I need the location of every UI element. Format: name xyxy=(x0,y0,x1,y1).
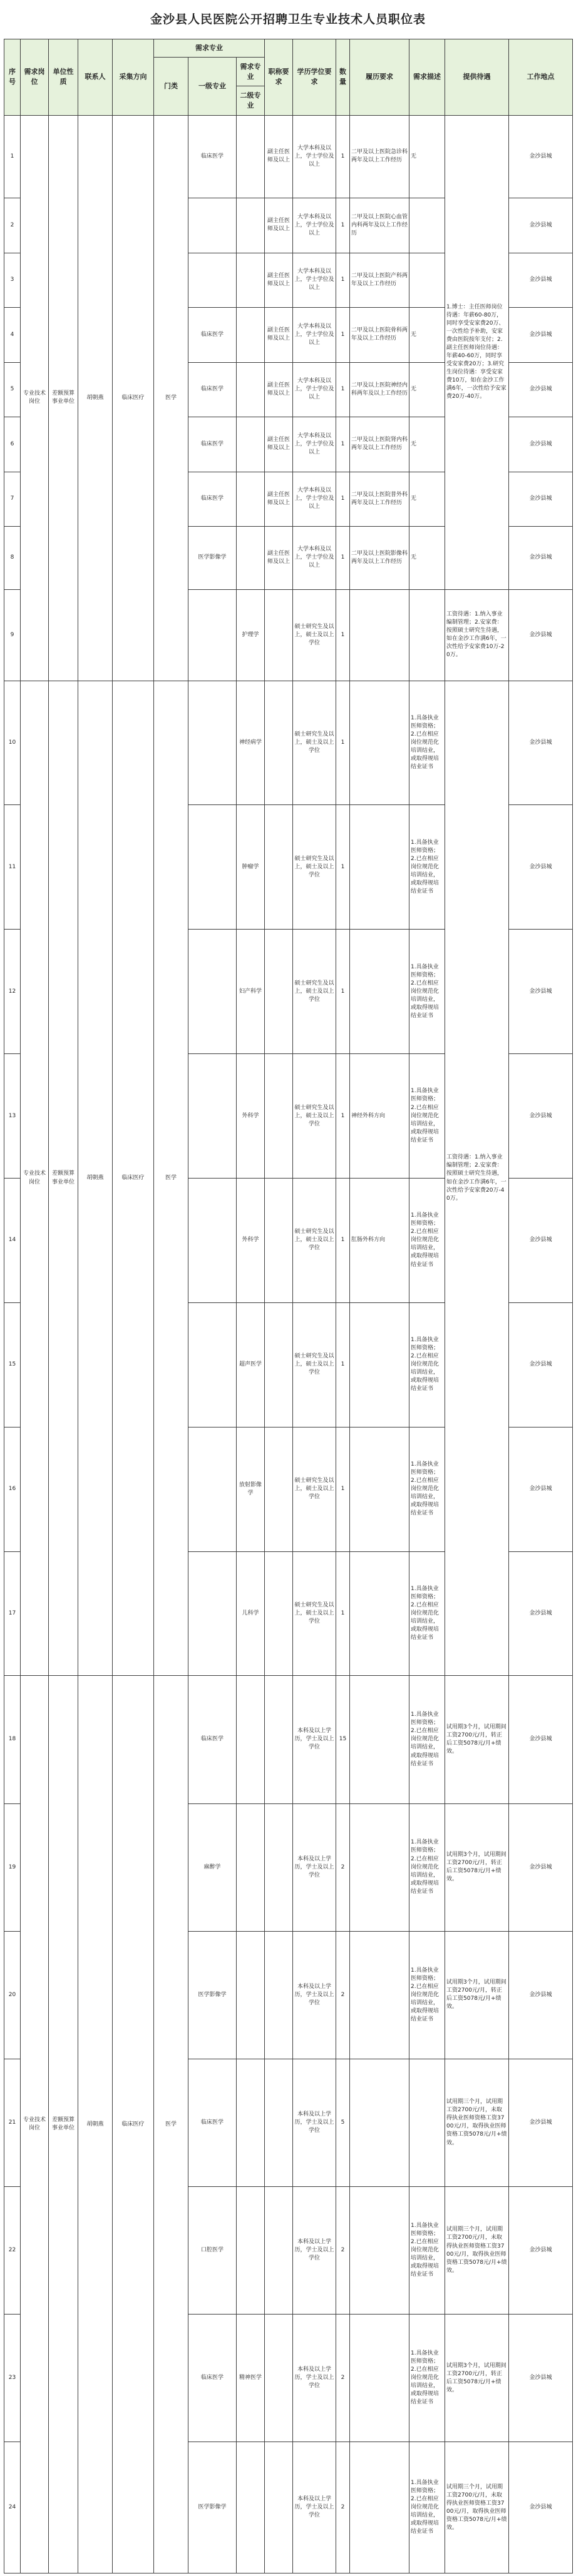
cell-count: 1 xyxy=(336,472,350,526)
cell-unit-nature: 差额预算事业单位 xyxy=(49,681,78,1676)
cell-resume xyxy=(350,1302,409,1427)
cell-contact: 胡朝燕 xyxy=(78,1676,113,2573)
cell-title-req xyxy=(265,2059,293,2186)
header-resume: 履历要求 xyxy=(350,39,409,116)
header-edu: 学历学位要求 xyxy=(293,39,336,116)
cell-place: 金沙县城 xyxy=(509,930,573,1054)
cell-second-major: 放射影像学 xyxy=(237,1427,265,1551)
cell-benefit: 试用期三个月，试用期工资2700元/月，未取得执业医师资格工资3700元/月，取得执业医师资格工资5078元/月+绩效。 xyxy=(445,2059,509,2186)
cell-resume xyxy=(350,930,409,1054)
cell-desc: 无 xyxy=(409,115,445,198)
cell-count: 1 xyxy=(336,362,350,417)
cell-resume xyxy=(350,805,409,930)
cell-seq: 12 xyxy=(4,930,21,1054)
cell-title-req: 副主任医师及以上 xyxy=(265,417,293,472)
cell-edu: 硕士研究生及以上，硕士及以上学位 xyxy=(293,1551,336,1676)
cell-edu: 大学本科及以上，学士学位及以上 xyxy=(293,253,336,307)
cell-title-req xyxy=(265,1931,293,2059)
cell-first-major xyxy=(188,681,237,805)
header-count: 数量 xyxy=(336,39,350,116)
cell-count: 1 xyxy=(336,930,350,1054)
header-demand-major-sub: 需求专业 xyxy=(237,58,265,86)
header-unit-nature: 单位性质 xyxy=(49,39,78,116)
cell-desc xyxy=(409,198,445,253)
cell-seq: 19 xyxy=(4,1803,21,1931)
cell-place: 金沙县城 xyxy=(509,527,573,590)
cell-resume xyxy=(350,2187,409,2315)
header-post: 需求岗位 xyxy=(21,39,49,116)
cell-second-major: 肿瘤学 xyxy=(237,805,265,930)
cell-second-major: 神经病学 xyxy=(237,681,265,805)
cell-edu: 大学本科及以上，学士学位及以上 xyxy=(293,472,336,526)
cell-seq: 22 xyxy=(4,2187,21,2315)
cell-seq: 2 xyxy=(4,198,21,253)
cell-resume xyxy=(350,589,409,681)
cell-count: 1 xyxy=(336,589,350,681)
cell-resume: 二甲及以上医院影像科两年及以上工作经历 xyxy=(350,527,409,590)
cell-place: 金沙县城 xyxy=(509,362,573,417)
cell-benefit: 工资待遇：1.纳入事业编制管理；2.安家费：按照硕士研究生待遇，如在金沙工作满6年，一次性给予安家费10万-20万。 xyxy=(445,589,509,681)
cell-post: 专业技术岗位 xyxy=(21,1676,49,2573)
cell-benefit: 试用期三个月，试用期工资2700元/月，未取得执业医师资格工资3700元/月，取得执业医师资格工资5078元/月+绩效。 xyxy=(445,2442,509,2573)
header-first: 一级专业 xyxy=(188,58,237,115)
header-seq: 序号 xyxy=(4,39,21,116)
header-row xyxy=(4,39,573,58)
cell-second-major xyxy=(237,308,265,362)
cell-first-major: 临床医学 xyxy=(188,308,237,362)
cell-first-major: 临床医学 xyxy=(188,362,237,417)
header-collect: 采集方向 xyxy=(113,39,154,116)
cell-place: 金沙县城 xyxy=(509,2442,573,2573)
cell-title-req xyxy=(265,1803,293,1931)
cell-second-major xyxy=(237,362,265,417)
cell-benefit: 试用期3个月，试用期间工资2700元/月，转正后工资5078元/月+绩效。 xyxy=(445,1803,509,1931)
cell-collect: 临床医疗 xyxy=(113,115,154,681)
cell-title-req: 副主任医师及以上 xyxy=(265,527,293,590)
cell-edu: 大学本科及以上，学士学位及以上 xyxy=(293,417,336,472)
cell-count: 1 xyxy=(336,115,350,198)
cell-second-major xyxy=(237,2059,265,2186)
cell-first-major xyxy=(188,930,237,1054)
cell-post: 专业技术岗位 xyxy=(21,115,49,681)
cell-contact: 胡朝燕 xyxy=(78,681,113,1676)
cell-place: 金沙县城 xyxy=(509,1551,573,1676)
cell-first-major: 医学影像学 xyxy=(188,1931,237,2059)
cell-second-major xyxy=(237,2187,265,2315)
cell-edu: 本科及以上学历，学士及以上学位 xyxy=(293,2059,336,2186)
cell-title-req: 副主任医师及以上 xyxy=(265,115,293,198)
cell-category: 医学 xyxy=(154,115,188,681)
cell-edu: 大学本科及以上，学士学位及以上 xyxy=(293,308,336,362)
cell-resume xyxy=(350,1676,409,1803)
cell-second-major xyxy=(237,1676,265,1803)
cell-edu: 大学本科及以上，学士学位及以上 xyxy=(293,362,336,417)
cell-resume: 神经外科方向 xyxy=(350,1054,409,1179)
header-benefit: 提供待遇 xyxy=(445,39,509,116)
cell-seq: 18 xyxy=(4,1676,21,1803)
cell-second-major xyxy=(237,253,265,307)
cell-seq: 11 xyxy=(4,805,21,930)
cell-category: 医学 xyxy=(154,681,188,1676)
cell-resume: 二甲及以上医院神经内科两年及以上工作经历 xyxy=(350,362,409,417)
cell-second-major xyxy=(237,2442,265,2573)
cell-desc: 无 xyxy=(409,417,445,472)
cell-desc: 1.具备执业医师资格；2.已在相应岗位规范化培训结业，或取得规培结业证书 xyxy=(409,1803,445,1931)
cell-edu: 硕士研究生及以上，硕士及以上学位 xyxy=(293,589,336,681)
cell-title-req xyxy=(265,1179,293,1303)
cell-resume xyxy=(350,1803,409,1931)
page-title: 金沙县人民医院公开招聘卫生专业技术人员职位表 xyxy=(150,13,426,26)
cell-place: 金沙县城 xyxy=(509,308,573,362)
cell-edu: 硕士研究生及以上，硕士及以上学位 xyxy=(293,1302,336,1427)
cell-first-major xyxy=(188,1302,237,1427)
cell-title-req: 副主任医师及以上 xyxy=(265,362,293,417)
cell-count: 1 xyxy=(336,681,350,805)
cell-seq: 10 xyxy=(4,681,21,805)
cell-count: 2 xyxy=(336,2315,350,2442)
cell-second-major: 超声医学 xyxy=(237,1302,265,1427)
cell-title-req xyxy=(265,2315,293,2442)
cell-place: 金沙县城 xyxy=(509,2315,573,2442)
cell-seq: 23 xyxy=(4,2315,21,2442)
cell-title-req xyxy=(265,805,293,930)
cell-second-major xyxy=(237,115,265,198)
cell-count: 1 xyxy=(336,1302,350,1427)
cell-place: 金沙县城 xyxy=(509,805,573,930)
cell-second-major xyxy=(237,1803,265,1931)
cell-second-major: 护理学 xyxy=(237,589,265,681)
cell-benefit: 试用期三个月，试用期工资2700元/月，未取得执业医师资格工资3700元/月，取得执业医师资格工资5078元/月+绩效。 xyxy=(445,2187,509,2315)
table-body xyxy=(4,39,573,2573)
cell-first-major xyxy=(188,198,237,253)
cell-place: 金沙县城 xyxy=(509,1931,573,2059)
cell-desc xyxy=(409,2059,445,2186)
cell-collect: 临床医疗 xyxy=(113,1676,154,2573)
cell-edu: 本科及以上学历，学士及以上学位 xyxy=(293,1803,336,1931)
cell-benefit: 试用期3个月，试用期间工资2700元/月，转正后工资5078元/月+绩效。 xyxy=(445,2315,509,2442)
cell-count: 1 xyxy=(336,1054,350,1179)
cell-edu: 硕士研究生及以上，硕士及以上学位 xyxy=(293,930,336,1054)
cell-place: 金沙县城 xyxy=(509,2059,573,2186)
cell-count: 1 xyxy=(336,1551,350,1676)
cell-edu: 本科及以上学历，学士及以上学位 xyxy=(293,2315,336,2442)
cell-seq: 16 xyxy=(4,1427,21,1551)
cell-unit-nature: 差额预算事业单位 xyxy=(49,1676,78,2573)
cell-desc: 1.具备执业医师资格；2.已在相应岗位规范化培训结业，或取得规培结业证书 xyxy=(409,1931,445,2059)
cell-edu: 本科及以上学历，学士及以上学位 xyxy=(293,1931,336,2059)
cell-title-req xyxy=(265,1551,293,1676)
cell-first-major xyxy=(188,1179,237,1303)
cell-count: 2 xyxy=(336,1931,350,2059)
cell-desc: 1.具备执业医师资格；2.已在相应岗位规范化培训结业，或取得规培结业证书 xyxy=(409,805,445,930)
cell-desc: 1.具备执业医师资格；2.已在相应岗位规范化培训结业，或取得规培结业证书 xyxy=(409,1551,445,1676)
table-row xyxy=(4,681,573,805)
cell-resume xyxy=(350,1551,409,1676)
cell-count: 2 xyxy=(336,2187,350,2315)
cell-title-req: 副主任医师及以上 xyxy=(265,308,293,362)
cell-edu: 本科及以上学历，学士及以上学位 xyxy=(293,2187,336,2315)
cell-title-req xyxy=(265,681,293,805)
cell-first-major xyxy=(188,1427,237,1551)
cell-desc: 1.具备执业医师资格；2.已在相应岗位规范化培训结业，或取得规培结业证书 xyxy=(409,2442,445,2573)
cell-first-major: 临床医学 xyxy=(188,2315,237,2442)
cell-resume: 二甲及以上医院骨科两年及以上工作经历 xyxy=(350,308,409,362)
cell-desc: 1.具备执业医师资格；2.已在相应岗位规范化培训结业，或取得规培结业证书 xyxy=(409,1179,445,1303)
cell-count: 1 xyxy=(336,1179,350,1303)
cell-desc: 1.具备执业医师资格；2.已在相应岗位规范化培训结业，或取得规培结业证书 xyxy=(409,2315,445,2442)
cell-desc xyxy=(409,253,445,307)
cell-title-req xyxy=(265,930,293,1054)
cell-resume xyxy=(350,681,409,805)
cell-category: 医学 xyxy=(154,1676,188,2573)
cell-second-major: 外科学 xyxy=(237,1054,265,1179)
cell-seq: 14 xyxy=(4,1179,21,1303)
cell-first-major xyxy=(188,1551,237,1676)
cell-first-major: 临床医学 xyxy=(188,472,237,526)
cell-place: 金沙县城 xyxy=(509,198,573,253)
cell-contact: 胡朝燕 xyxy=(78,115,113,681)
cell-seq: 4 xyxy=(4,308,21,362)
cell-edu: 硕士研究生及以上，硕士及以上学位 xyxy=(293,681,336,805)
cell-first-major xyxy=(188,805,237,930)
cell-place: 金沙县城 xyxy=(509,1179,573,1303)
cell-seq: 24 xyxy=(4,2442,21,2573)
cell-count: 2 xyxy=(336,1803,350,1931)
cell-seq: 1 xyxy=(4,115,21,198)
cell-second-major xyxy=(237,527,265,590)
recruitment-table xyxy=(4,39,573,2573)
cell-resume: 二甲及以上医院肾内科两年及以上工作经历 xyxy=(350,417,409,472)
cell-seq: 9 xyxy=(4,589,21,681)
cell-post: 专业技术岗位 xyxy=(21,681,49,1676)
cell-title-req xyxy=(265,2187,293,2315)
cell-first-major: 口腔医学 xyxy=(188,2187,237,2315)
cell-count: 1 xyxy=(336,253,350,307)
cell-resume xyxy=(350,2442,409,2573)
cell-first-major: 临床医学 xyxy=(188,2059,237,2186)
cell-edu: 本科及以上学历，学士及以上学位 xyxy=(293,1676,336,1803)
cell-count: 1 xyxy=(336,308,350,362)
cell-collect: 临床医疗 xyxy=(113,681,154,1676)
cell-desc: 1.具备执业医师资格；2.已在相应岗位规范化培训结业，或取得规培结业证书 xyxy=(409,681,445,805)
cell-first-major: 医学影像学 xyxy=(188,527,237,590)
cell-benefit: 试用期3个月，试用期间工资2700元/月，转正后工资5078元/月+绩效。 xyxy=(445,1676,509,1803)
cell-title-req xyxy=(265,1676,293,1803)
cell-seq: 13 xyxy=(4,1054,21,1179)
cell-desc: 1.具备执业医师资格；2.已在相应岗位规范化培训结业，或取得规培结业证书 xyxy=(409,1427,445,1551)
cell-first-major xyxy=(188,589,237,681)
cell-title-req: 副主任医师及以上 xyxy=(265,198,293,253)
cell-second-major: 外科学 xyxy=(237,1179,265,1303)
cell-resume xyxy=(350,1931,409,2059)
cell-title-req: 副主任医师及以上 xyxy=(265,472,293,526)
cell-edu: 大学本科及以上，学士学位及以上 xyxy=(293,115,336,198)
cell-desc: 1.具备执业医师资格；2.已在相应岗位规范化培训结业，或取得规培结业证书 xyxy=(409,1676,445,1803)
cell-place: 金沙县城 xyxy=(509,417,573,472)
cell-seq: 15 xyxy=(4,1302,21,1427)
cell-count: 1 xyxy=(336,527,350,590)
header-title-req: 职称要求 xyxy=(265,39,293,116)
table-row xyxy=(4,1676,573,1803)
header-contact: 联系人 xyxy=(78,39,113,116)
cell-first-major: 临床医学 xyxy=(188,417,237,472)
cell-edu: 本科及以上学历，学士及以上学位 xyxy=(293,2442,336,2573)
header-desc: 需求描述 xyxy=(409,39,445,116)
cell-title-req xyxy=(265,589,293,681)
cell-title-req xyxy=(265,2442,293,2573)
cell-resume: 二甲及以上医院普外科两年及以上工作经历 xyxy=(350,472,409,526)
cell-first-major: 麻醉学 xyxy=(188,1803,237,1931)
cell-desc: 无 xyxy=(409,308,445,362)
cell-count: 2 xyxy=(336,2442,350,2573)
cell-count: 1 xyxy=(336,417,350,472)
header-second: 二级专业 xyxy=(237,86,265,115)
cell-title-req xyxy=(265,1427,293,1551)
header-demand-major: 需求专业 xyxy=(154,39,265,58)
cell-unit-nature: 差额预算事业单位 xyxy=(49,115,78,681)
cell-desc: 1.具备执业医师资格；2.已在相应岗位规范化培训结业，或取得规培结业证书 xyxy=(409,2187,445,2315)
cell-seq: 17 xyxy=(4,1551,21,1676)
cell-desc: 无 xyxy=(409,472,445,526)
cell-resume xyxy=(350,1427,409,1551)
cell-desc: 无 xyxy=(409,527,445,590)
cell-seq: 21 xyxy=(4,2059,21,2186)
cell-count: 1 xyxy=(336,805,350,930)
cell-first-major: 临床医学 xyxy=(188,1676,237,1803)
cell-title-req: 副主任医师及以上 xyxy=(265,253,293,307)
cell-second-major: 精神医学 xyxy=(237,2315,265,2442)
cell-place: 金沙县城 xyxy=(509,1676,573,1803)
table-row xyxy=(4,115,573,198)
cell-place: 金沙县城 xyxy=(509,1803,573,1931)
cell-count: 15 xyxy=(336,1676,350,1803)
cell-place: 金沙县城 xyxy=(509,681,573,805)
cell-place: 金沙县城 xyxy=(509,589,573,681)
cell-desc: 无 xyxy=(409,362,445,417)
cell-desc: 1.具备执业医师资格；2.已在相应岗位规范化培训结业，或取得规培结业证书 xyxy=(409,1054,445,1179)
cell-place: 金沙县城 xyxy=(509,115,573,198)
cell-edu: 大学本科及以上，学士学位及以上 xyxy=(293,527,336,590)
cell-second-major xyxy=(237,417,265,472)
cell-benefit: 1.博士：主任医师岗位待遇：年薪60-80万，同时享受安家费20万、一次性给予补助，安家费由医院按年支付；2.副主任医师岗位待遇：年薪40-60万，同时享受安家费20万；3.研究生岗位待遇：享受安家费10万，如在金沙工作满6年，一次性给予安家费20万-40万。 xyxy=(445,115,509,589)
cell-edu: 硕士研究生及以上，硕士及以上学位 xyxy=(293,805,336,930)
cell-count: 1 xyxy=(336,198,350,253)
cell-second-major xyxy=(237,1931,265,2059)
header-place: 工作地点 xyxy=(509,39,573,116)
cell-edu: 硕士研究生及以上，硕士及以上学位 xyxy=(293,1427,336,1551)
header-category: 门类 xyxy=(154,58,188,115)
cell-seq: 5 xyxy=(4,362,21,417)
cell-first-major xyxy=(188,253,237,307)
cell-first-major: 临床医学 xyxy=(188,115,237,198)
cell-resume xyxy=(350,2315,409,2442)
cell-resume: 肛肠外科方向 xyxy=(350,1179,409,1303)
cell-seq: 8 xyxy=(4,527,21,590)
cell-seq: 7 xyxy=(4,472,21,526)
cell-title-req xyxy=(265,1054,293,1179)
cell-place: 金沙县城 xyxy=(509,1302,573,1427)
cell-place: 金沙县城 xyxy=(509,253,573,307)
cell-count: 5 xyxy=(336,2059,350,2186)
cell-place: 金沙县城 xyxy=(509,472,573,526)
cell-desc: 1.具备执业医师资格；2.已在相应岗位规范化培训结业，或取得规培结业证书 xyxy=(409,930,445,1054)
cell-resume: 二甲及以上医院急诊科两年及以上工作经历 xyxy=(350,115,409,198)
cell-place: 金沙县城 xyxy=(509,1054,573,1179)
cell-edu: 硕士研究生及以上，硕士及以上学位 xyxy=(293,1054,336,1179)
cell-second-major xyxy=(237,472,265,526)
cell-resume: 二甲及以上医院产科两年及以上工作经历 xyxy=(350,253,409,307)
cell-edu: 硕士研究生及以上，硕士及以上学位 xyxy=(293,1179,336,1303)
cell-count: 1 xyxy=(336,1427,350,1551)
cell-resume: 二甲及以上医院心血管内科两年及以上工作经历 xyxy=(350,198,409,253)
cell-benefit: 工资待遇：1.纳入事业编制管理；2.安家费：按照硕士研究生待遇，如在金沙工作满6年，一次性给予安家费20万-40万。 xyxy=(445,681,509,1676)
cell-edu: 大学本科及以上，学士学位及以上 xyxy=(293,198,336,253)
cell-first-major: 医学影像学 xyxy=(188,2442,237,2573)
cell-seq: 20 xyxy=(4,1931,21,2059)
cell-desc xyxy=(409,589,445,681)
cell-second-major: 妇产科学 xyxy=(237,930,265,1054)
cell-benefit: 试用期3个月，试用期间工资2700元/月，转正后工资5078元/月+绩效。 xyxy=(445,1931,509,2059)
cell-seq: 6 xyxy=(4,417,21,472)
cell-title-req xyxy=(265,1302,293,1427)
cell-second-major: 儿科学 xyxy=(237,1551,265,1676)
cell-place: 金沙县城 xyxy=(509,2187,573,2315)
cell-resume xyxy=(350,2059,409,2186)
cell-second-major xyxy=(237,198,265,253)
cell-desc: 1.具备执业医师资格；2.已在相应岗位规范化培训结业，或取得规培结业证书 xyxy=(409,1302,445,1427)
cell-first-major xyxy=(188,1054,237,1179)
cell-place: 金沙县城 xyxy=(509,1427,573,1551)
cell-seq: 3 xyxy=(4,253,21,307)
